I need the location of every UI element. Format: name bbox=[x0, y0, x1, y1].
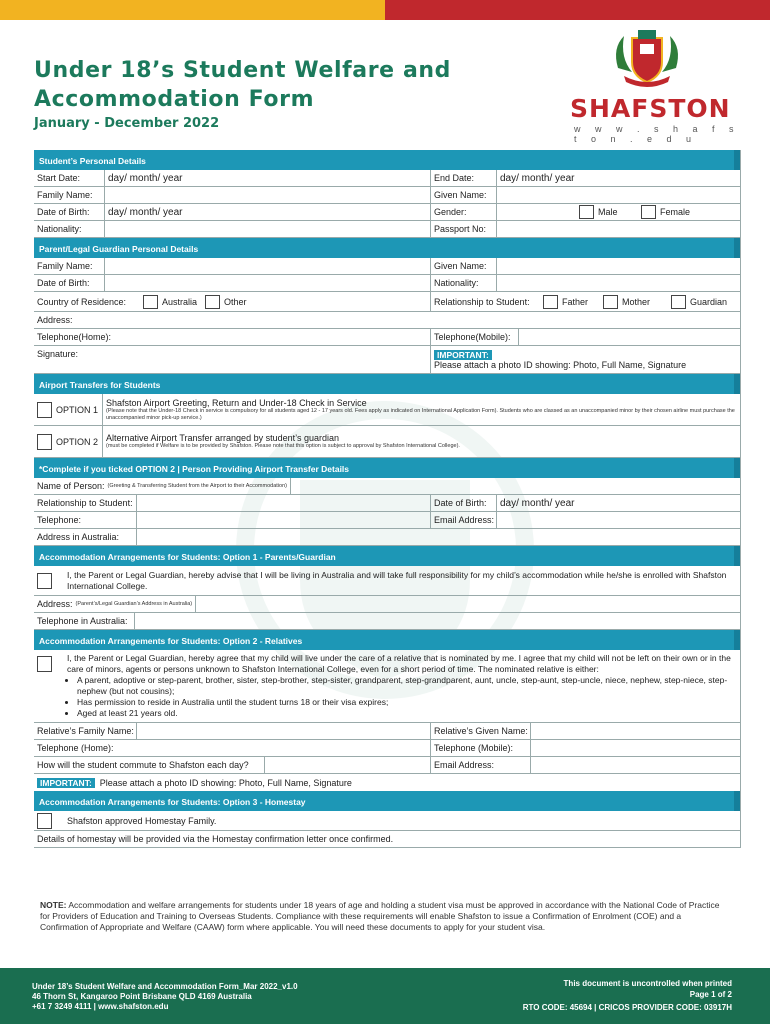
important-note: Please attach a photo ID showing: Photo, Full Name, Signature bbox=[434, 359, 687, 370]
important-badge: IMPORTANT: bbox=[37, 778, 95, 788]
important-note: Please attach a photo ID showing: Photo, Full Name, Signature bbox=[99, 777, 352, 788]
person-email-field[interactable] bbox=[496, 512, 740, 528]
relationship-label: Relationship to Student: bbox=[434, 296, 530, 307]
commute-label: How will the student commute to Shafston each day? bbox=[37, 760, 249, 770]
australia-label: Australia bbox=[162, 296, 198, 307]
option2-bullet: • A parent, adoptive or step-parent, brother, sister, step-brother, step-sister, grandparent, step-grandparent, aunt, uncle, step-aunt, step-uncle, niece, nephew, step-niece, step-nephew (but not cousins); bbox=[77, 675, 737, 697]
section-heading: Airport Transfers for Students bbox=[34, 374, 740, 394]
footer-codes: RTO CODE: 45694 | CRICOS PROVIDER CODE: 03917H bbox=[522, 1003, 732, 1012]
option1-address-note: (Parent’s/Legal Guardian’s Address in Australia) bbox=[75, 600, 193, 607]
person-name-field[interactable] bbox=[290, 478, 740, 494]
signature-label: Signature: bbox=[37, 349, 79, 359]
guardian-given-name-field[interactable] bbox=[496, 258, 740, 274]
note-paragraph bbox=[40, 900, 730, 933]
person-address-label: Address in Australia: bbox=[37, 532, 120, 542]
airport-transfers-section bbox=[34, 374, 741, 458]
footer-uncontrolled: This document is uncontrolled when printed bbox=[563, 979, 732, 988]
guardian-tel-mobile-field[interactable] bbox=[518, 329, 740, 345]
option1-accommodation-checkbox[interactable] bbox=[37, 573, 52, 589]
relative-tel-home-label: Telephone (Home): bbox=[37, 743, 114, 753]
guardian-address-field[interactable] bbox=[104, 312, 740, 328]
note-label: NOTE: bbox=[40, 900, 67, 910]
section-heading: Parent/Legal Guardian Personal Details bbox=[34, 238, 740, 258]
page-title: Under 18’s Student Welfare and Accommodation Form bbox=[34, 58, 452, 112]
relative-email-label: Email Address: bbox=[434, 760, 495, 770]
option2-text: I, the Parent or Legal Guardian, hereby agree that my child will live under the care of a relative that is nominated by me. I agree that my child will not be left on their own or in the care of minors, agents or persons unknown to Shafston International College, even for a short period of time. The nominated relative is either: bbox=[67, 653, 731, 674]
homestay-text: Shafston approved Homestay Family. bbox=[67, 815, 217, 826]
guardian-tel-home-label: Telephone(Home): bbox=[37, 332, 112, 342]
brand-url: w w w . s h a f s t o n . e d u bbox=[574, 124, 740, 144]
option3-accommodation-section bbox=[34, 791, 741, 848]
shafston-logo bbox=[560, 28, 740, 144]
australia-checkbox[interactable] bbox=[143, 295, 158, 309]
guardian-checkbox[interactable] bbox=[671, 295, 686, 309]
passport-field[interactable] bbox=[496, 221, 740, 237]
footer-page-number: Page 1 of 2 bbox=[689, 990, 732, 999]
option2-bullet: • Aged at least 21 years old. bbox=[77, 708, 737, 719]
guardian-nationality-label: Nationality: bbox=[434, 278, 479, 288]
father-label: Father bbox=[562, 296, 589, 307]
guardian-family-name-field[interactable] bbox=[104, 258, 430, 274]
relative-family-label: Relative’s Family Name: bbox=[37, 726, 134, 736]
option2-accommodation-checkbox[interactable] bbox=[37, 656, 52, 672]
important-badge: IMPORTANT: bbox=[434, 350, 492, 360]
person-email-label: Email Address: bbox=[434, 515, 495, 525]
given-name-label: Given Name: bbox=[434, 190, 487, 200]
option1-telephone-label: Telephone in Australia: bbox=[37, 616, 128, 626]
option1-address-field[interactable] bbox=[195, 596, 740, 612]
homestay-details: Details of homestay will be provided via the Homestay confirmation letter once confirmed. bbox=[37, 834, 394, 844]
section-heading: Accommodation Arrangements for Students: Option 2 - Relatives bbox=[34, 630, 740, 650]
given-name-field[interactable] bbox=[496, 187, 740, 203]
end-date-label: End Date: bbox=[434, 173, 475, 183]
guardian-label: Guardian bbox=[690, 296, 728, 307]
crest-icon bbox=[610, 28, 684, 90]
option1-text: I, the Parent or Legal Guardian, hereby advise that I will be living in Australia and will take full responsibility for my child’s accommodation while he/she is enrolled with Shafston International College. bbox=[67, 569, 727, 591]
person-relationship-label: Relationship to Student: bbox=[37, 498, 133, 508]
relative-given-field[interactable] bbox=[530, 723, 740, 739]
father-checkbox[interactable] bbox=[543, 295, 558, 309]
gender-label: Gender: bbox=[434, 207, 467, 217]
other-label: Other bbox=[224, 296, 247, 307]
section-heading: Accommodation Arrangements for Students: Option 3 - Homestay bbox=[34, 791, 740, 811]
option1-title: Shafston Airport Greeting, Return and Under-18 Check in Service bbox=[106, 397, 367, 408]
option2-note: (must be completed if Welfare is to be provided by Shafston. Please note that this option is subject to approval by Shafston International College). bbox=[106, 443, 460, 449]
option2-title: Alternative Airport Transfer arranged by student’s guardian bbox=[106, 433, 339, 443]
option1-label: OPTION 1 bbox=[56, 404, 99, 415]
footer-contact: +61 7 3249 4111 | www.shafston.edu bbox=[32, 1002, 169, 1011]
person-dob-label: Date of Birth: bbox=[434, 498, 487, 508]
section-heading: *Complete if you ticked OPTION 2 | Person Providing Airport Transfer Details bbox=[34, 458, 740, 478]
transfer-person-section bbox=[34, 458, 741, 546]
other-checkbox[interactable] bbox=[205, 295, 220, 309]
brand-name: SHAFSTON bbox=[570, 94, 731, 123]
person-address-field[interactable] bbox=[136, 529, 740, 545]
female-checkbox[interactable] bbox=[641, 205, 656, 219]
relative-email-field[interactable] bbox=[530, 757, 740, 773]
footer bbox=[0, 968, 770, 1024]
start-date-field[interactable]: day/ month/ year bbox=[108, 172, 183, 184]
passport-label: Passport No: bbox=[434, 224, 487, 234]
guardian-given-name-label: Given Name: bbox=[434, 261, 487, 271]
footer-address: 46 Thorn St, Kangaroo Point Brisbane QLD 4169 Australia bbox=[32, 992, 252, 1001]
person-telephone-label: Telephone: bbox=[37, 515, 82, 525]
option2-bullet: • Has permission to reside in Australia until the student turns 18 or their visa expires; bbox=[77, 697, 737, 708]
relative-tel-mobile-field[interactable] bbox=[530, 740, 740, 756]
mother-checkbox[interactable] bbox=[603, 295, 618, 309]
relative-family-field[interactable] bbox=[136, 723, 430, 739]
guardian-dob-field[interactable] bbox=[104, 275, 430, 291]
note-text: Accommodation and welfare arrangements for students under 18 years of age and holding a student visa must be approved in accordance with the National Code of Practice for Providers of Education and Training to Overseas Students. Compliance with these requirements will enable Shafston to issue a Confirmation of Enrolment (COE) and a Confirmation of Appropriate and Welfare (CAAW) form where applicable. You will need these documents to apply for your student visa. bbox=[40, 900, 720, 932]
form bbox=[34, 150, 741, 848]
mother-label: Mother bbox=[622, 296, 651, 307]
family-name-label: Family Name: bbox=[37, 190, 93, 200]
guardian-address-label: Address: bbox=[37, 315, 73, 325]
section-heading: Accommodation Arrangements for Students: Option 1 - Parents/Guardian bbox=[34, 546, 740, 566]
student-details-section bbox=[34, 150, 741, 238]
person-telephone-field[interactable] bbox=[136, 512, 430, 528]
person-dob-field[interactable]: day/ month/ year bbox=[500, 497, 575, 509]
commute-field[interactable] bbox=[264, 757, 430, 773]
option1-note: (Please note that the Under-18 Check in service is compulsory for all students aged 12 - 17 years old. Fees apply as indicated on International Application Form). Students who are classed as an unaccompanied minor by their chosen airline must purchase the unaccompanied minor pick-up service.) bbox=[106, 407, 735, 421]
male-checkbox[interactable] bbox=[579, 205, 594, 219]
person-name-label: Name of Person: bbox=[37, 481, 105, 491]
guardian-tel-mobile-label: Telephone(Mobile): bbox=[434, 332, 511, 342]
section-heading: Student’s Personal Details bbox=[34, 150, 740, 170]
guardian-family-name-label: Family Name: bbox=[37, 261, 93, 271]
male-label: Male bbox=[598, 207, 618, 217]
nationality-label: Nationality: bbox=[37, 224, 82, 234]
person-name-note: (Greeting & Transferring Student from the Airport to their Accommodation) bbox=[107, 482, 287, 489]
start-date-label: Start Date: bbox=[37, 173, 81, 183]
end-date-field[interactable]: day/ month/ year bbox=[500, 172, 575, 184]
country-label: Country of Residence: bbox=[37, 296, 127, 307]
option1-accommodation-section bbox=[34, 546, 741, 630]
top-color-bar bbox=[0, 0, 770, 20]
relative-tel-mobile-label: Telephone (Mobile): bbox=[434, 743, 514, 753]
homestay-checkbox[interactable] bbox=[37, 813, 52, 829]
female-label: Female bbox=[660, 207, 691, 217]
option1-telephone-field[interactable] bbox=[134, 613, 740, 629]
dob-label: Date of Birth: bbox=[37, 207, 90, 217]
option2-checkbox[interactable] bbox=[37, 434, 52, 450]
relative-given-label: Relative’s Given Name: bbox=[434, 726, 528, 736]
option2-label: OPTION 2 bbox=[56, 436, 99, 447]
nationality-field[interactable] bbox=[104, 221, 430, 237]
page-subtitle: January - December 2022 bbox=[34, 116, 220, 131]
family-name-field[interactable] bbox=[104, 187, 430, 203]
option1-checkbox[interactable] bbox=[37, 402, 52, 418]
footer-doc-name: Under 18’s Student Welfare and Accommodation Form_Mar 2022_v1.0 bbox=[32, 982, 298, 991]
person-relationship-field[interactable] bbox=[136, 495, 430, 511]
guardian-dob-label: Date of Birth: bbox=[37, 278, 90, 288]
guardian-details-section bbox=[34, 238, 741, 374]
dob-field[interactable]: day/ month/ year bbox=[108, 206, 183, 218]
option2-accommodation-section bbox=[34, 630, 741, 791]
option1-address-label: Address: bbox=[37, 599, 73, 609]
guardian-nationality-field[interactable] bbox=[496, 275, 740, 291]
